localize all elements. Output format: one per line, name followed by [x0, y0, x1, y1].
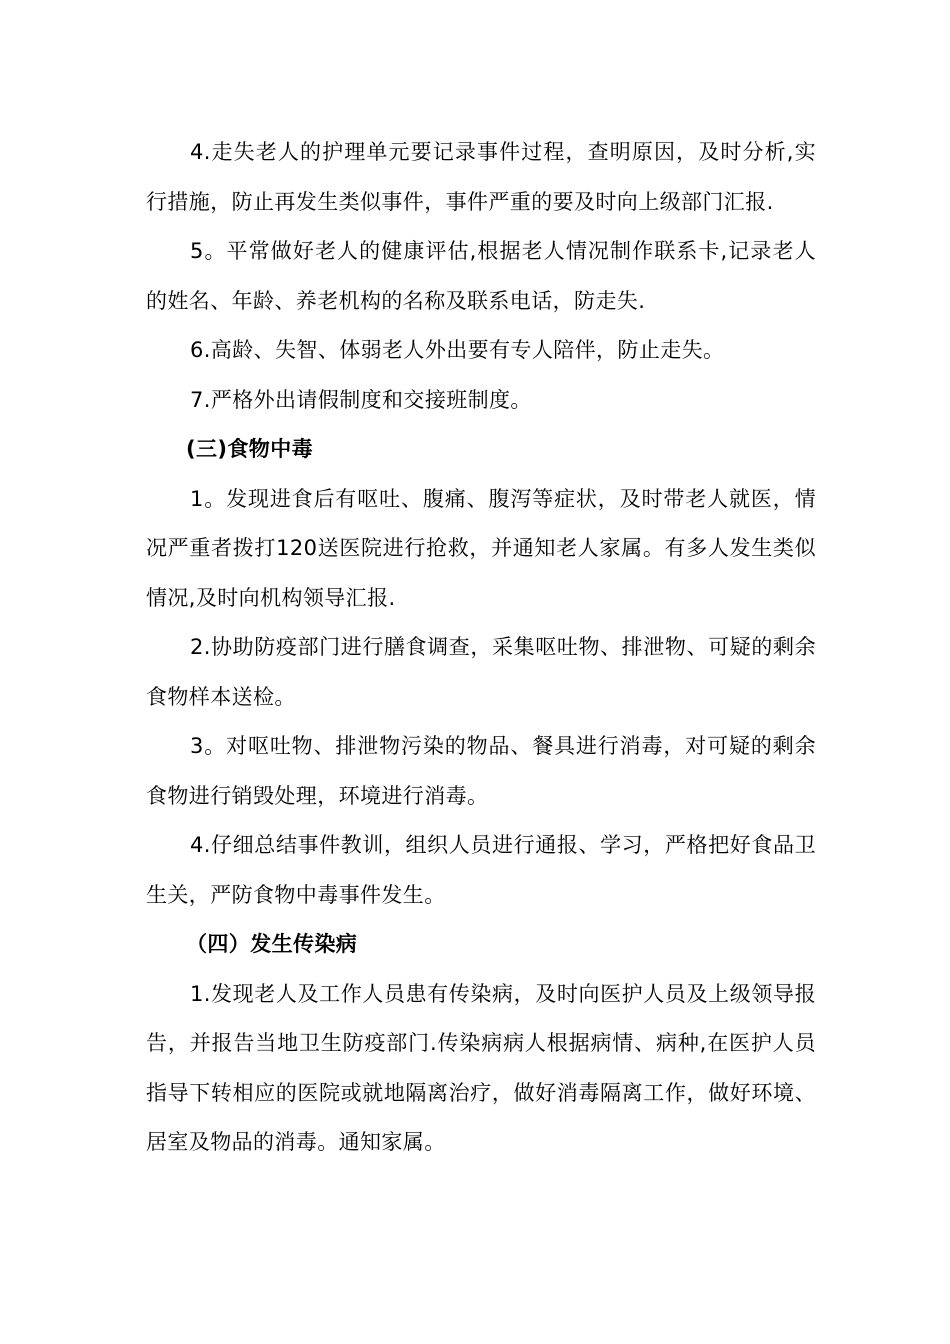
paragraph-food-4: 4.仔细总结事件教训，组织人员进行通报、学习，严格把好食品卫生关，严防食物中毒事件发生。 — [146, 833, 816, 907]
heading-food-poisoning: (三)食物中毒 — [186, 437, 313, 461]
paragraph-infectious-1: 1.发现老人及工作人员患有传染病，及时向医护人员及上级领导报告，并报告当地卫生防疫部门.传染病病人根据病情、病种,在医护人员指导下转相应的医院或就地隔离治疗，做好消毒隔离工作，做好环境、居室及物品的消毒。通知家属。 — [146, 981, 816, 1154]
paragraph-missing-4: 4.走失老人的护理单元要记录事件过程，查明原因，及时分析,实行措施，防止再发生类似事件，事件严重的要及时向上级部门汇报. — [146, 140, 816, 214]
paragraph-missing-7: 7.严格外出请假制度和交接班制度。 — [190, 387, 532, 412]
paragraph-food-3: 3。对呕吐物、排泄物污染的物品、餐具进行消毒，对可疑的剩余食物进行销毁处理，环境进行消毒。 — [146, 734, 816, 808]
heading-infectious-disease: （四）发生传染病 — [186, 932, 358, 956]
paragraph-missing-6: 6.高龄、失智、体弱老人外出要有专人陪伴，防止走失。 — [190, 338, 725, 362]
paragraph-food-1: 1。发现进食后有呕吐、腹痛、腹泻等症状，及时带老人就医，情况严重者拨打120送医院进行抢救，并通知老人家属。有多人发生类似情况,及时向机构领导汇报. — [146, 486, 816, 610]
paragraph-missing-5: 5。平常做好老人的健康评估,根据老人情况制作联系卡,记录老人的姓名、年龄、养老机构的名称及联系电话，防走失. — [146, 239, 816, 313]
paragraph-food-2: 2.协助防疫部门进行膳食调查，采集呕吐物、排泄物、可疑的剩余食物样本送检。 — [146, 635, 816, 709]
document-body — [146, 128, 816, 1168]
